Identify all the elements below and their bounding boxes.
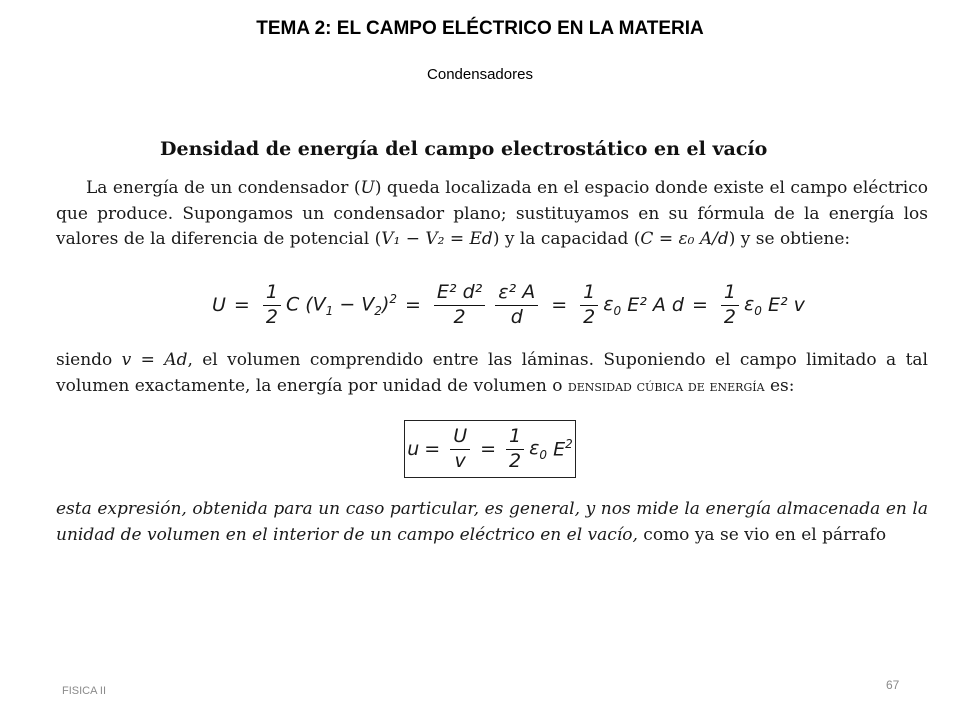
eq-e2ad: E² A d [627,294,684,316]
para1-text-4: ) y se obtiene: [728,229,851,249]
slide-title: TEMA 2: EL CAMPO ELÉCTRICO EN LA MATERIA [256,18,704,39]
para1-text-2: ) queda localizada en el espacio donde existe el campo eléctrico que produce. Supongamos un condensador plano; sustituyamos en su fórmula de la energía los valores de la diferencia de potencial ( [56,178,928,249]
para2-v-ad: v = Ad [121,350,188,370]
frac-den: 2 [583,305,596,328]
frac-den: 2 [453,305,466,328]
box-e2: $E^2$ [553,437,573,461]
eq-close: ) [381,293,390,316]
para2-text-2: , el volumen comprendido entre las láminas. Suponiendo el campo limitado a tal volumen exactamente, la energía por unidad de volumen o [56,350,928,396]
eq-equals-2: = [405,294,421,316]
frac-num: ε² A [495,283,538,306]
box-eps: ε [529,436,540,459]
para1-capacity: C = ε₀ A/d [640,229,729,249]
box-equals-1: = [424,438,441,460]
eq-eps0-2 [744,293,762,318]
energy-density-equation-box [404,420,576,478]
eq-c-term [286,292,397,318]
para1-potential: V₁ − V₂ = Ed [381,229,493,249]
box-lhs: u [407,438,420,460]
fraction-u-v [450,424,470,472]
para1-text-3: ) y la capacidad ( [492,229,641,249]
slide-subtitle: Condensadores [427,66,533,83]
eq-sq: 2 [389,291,397,306]
footer-course: FISICA II [62,685,107,697]
frac-num: E² d² [434,283,485,306]
eq-sub-1: 1 [325,304,334,319]
eq-equals-3: = [551,294,568,316]
eq-equals-4: = [691,294,708,316]
eq-sub-2: 2 [374,304,382,319]
frac-den: 2 [509,449,522,472]
fraction-half-box [506,424,524,472]
paragraph-intro [56,176,928,253]
eq-eps0-1 [603,293,621,318]
para2-text-1: siendo [56,350,122,370]
frac-den: d [510,305,523,328]
para3-italic: esta expresión, obtenida para un caso particular, es general, y nos mide la energía almacenada en la unidad de volumen en el interior de un campo eléctrico en el vacío, [56,499,928,545]
fraction-e2d2 [434,280,485,328]
document-scan [56,128,932,588]
frac-num: 1 [721,283,739,306]
paragraph-conclusion [56,497,928,548]
eq-c-open: C (V [285,293,326,316]
eq-zero: 0 [754,303,762,318]
frac-den: 2 [265,305,278,328]
fraction-eps-a [495,280,538,328]
fraction-half-2 [580,280,598,328]
para2-term: densidad cúbica de energía [567,376,765,395]
eq-eps: ε [603,292,614,315]
fraction-half-1 [263,280,281,328]
page-number: 67 [886,678,900,692]
eq-e2v: E² v [767,294,805,316]
para3-upright: como ya se vio en el párrafo [637,524,887,545]
box-e: E [553,438,566,461]
paragraph-volume [56,348,928,399]
eq-eps: ε [743,292,755,315]
energy-equation [212,278,805,332]
eq-zero: 0 [613,303,622,318]
para1-var-u: U [360,178,375,198]
fraction-half-3 [721,280,739,328]
frac-num: 1 [263,283,281,306]
eq-lhs: U [212,294,226,316]
frac-num: U [450,427,470,450]
frac-num: 1 [506,427,524,450]
box-zero: 0 [539,447,548,462]
box-equals-2: = [480,438,497,460]
eq-minus-v: − V [333,293,375,316]
para1-text-1: La energía de un condensador ( [86,178,361,198]
eq-equals-1: = [233,294,250,316]
frac-den: 2 [723,305,736,328]
box-eps0 [529,437,547,462]
frac-num: 1 [580,283,598,306]
section-heading: Densidad de energía del campo electrostático en el vacío [160,138,768,160]
frac-den: v [454,449,466,472]
para2-text-3: es: [764,375,795,396]
